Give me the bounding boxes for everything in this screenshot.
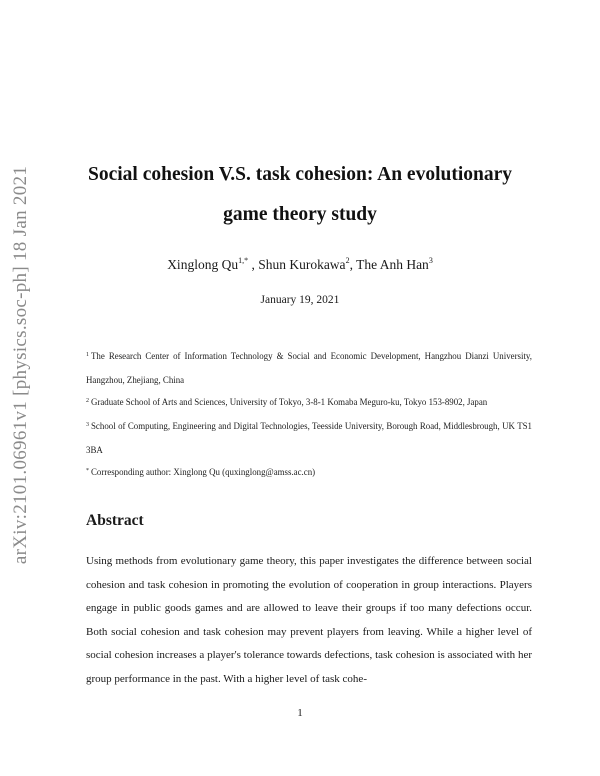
paper-date: January 19, 2021 — [260, 294, 340, 306]
affiliation — [86, 390, 532, 414]
abstract-paragraph: Using methods from evolutionary game theory, this paper investigates the difference between social cohesion and task cohesion in promoting the evolution of cooperation in group interactions. Players engage in public goods games and are allowed to leave their groups if too many defections occur. Both social cohesion and task cohesion may prevent players from leaving. While a higher level of social cohesion increases a player's tolerance towards defections, task cohesion is associated with her group performance in the past. With a higher level of task cohe- — [86, 555, 532, 685]
affiliation-text: Corresponding author: Xinglong Qu (quxinglong@amss.ac.cn) — [91, 467, 316, 477]
affiliation-mark: * — [86, 468, 89, 474]
affiliation-mark: 1 — [86, 352, 89, 358]
affiliation-mark: 2 — [86, 398, 89, 404]
paper-title-line2: game theory study — [223, 204, 377, 225]
author-name: The Anh Han — [356, 257, 429, 272]
arxiv-stamp — [9, 160, 33, 570]
author-separator: , — [349, 257, 357, 272]
author-name: Xinglong Qu — [167, 257, 239, 272]
affiliation — [86, 344, 532, 392]
affiliation-text: School of Computing, Engineering and Digital Technologies, Teesside University, Borough Road, Middlesbrough, UK TS1 3BA — [86, 421, 532, 455]
author-name: Shun Kurokawa — [258, 257, 346, 272]
author-affiliation-mark: 3 — [428, 256, 433, 265]
author-affiliation-mark: 1,* — [238, 256, 249, 265]
author-list — [70, 257, 530, 273]
affiliation — [86, 414, 532, 462]
abstract-body — [86, 550, 532, 691]
author-affiliation-mark: 2 — [345, 256, 350, 265]
corresponding-author — [86, 460, 532, 484]
affiliation-text: The Research Center of Information Technology & Social and Economic Development, Hangzhou Dianzi University, Hangzhou, Zhejiang, China — [86, 351, 532, 385]
author-separator: , — [248, 257, 259, 272]
page-number: 1 — [297, 707, 303, 719]
paper-title-line1: Social cohesion V.S. task cohesion: An evolutionary — [87, 164, 512, 185]
abstract-heading: Abstract — [86, 512, 144, 529]
affiliation-mark: 3 — [86, 422, 89, 428]
arxiv-stamp-text: arXiv:2101.06961v1 [physics.soc-ph] 18 Jan 2021 — [10, 165, 31, 565]
affiliation-text: Graduate School of Arts and Sciences, University of Tokyo, 3-8-1 Komaba Meguro-ku, Tokyo 153-8902, Japan — [91, 397, 488, 407]
